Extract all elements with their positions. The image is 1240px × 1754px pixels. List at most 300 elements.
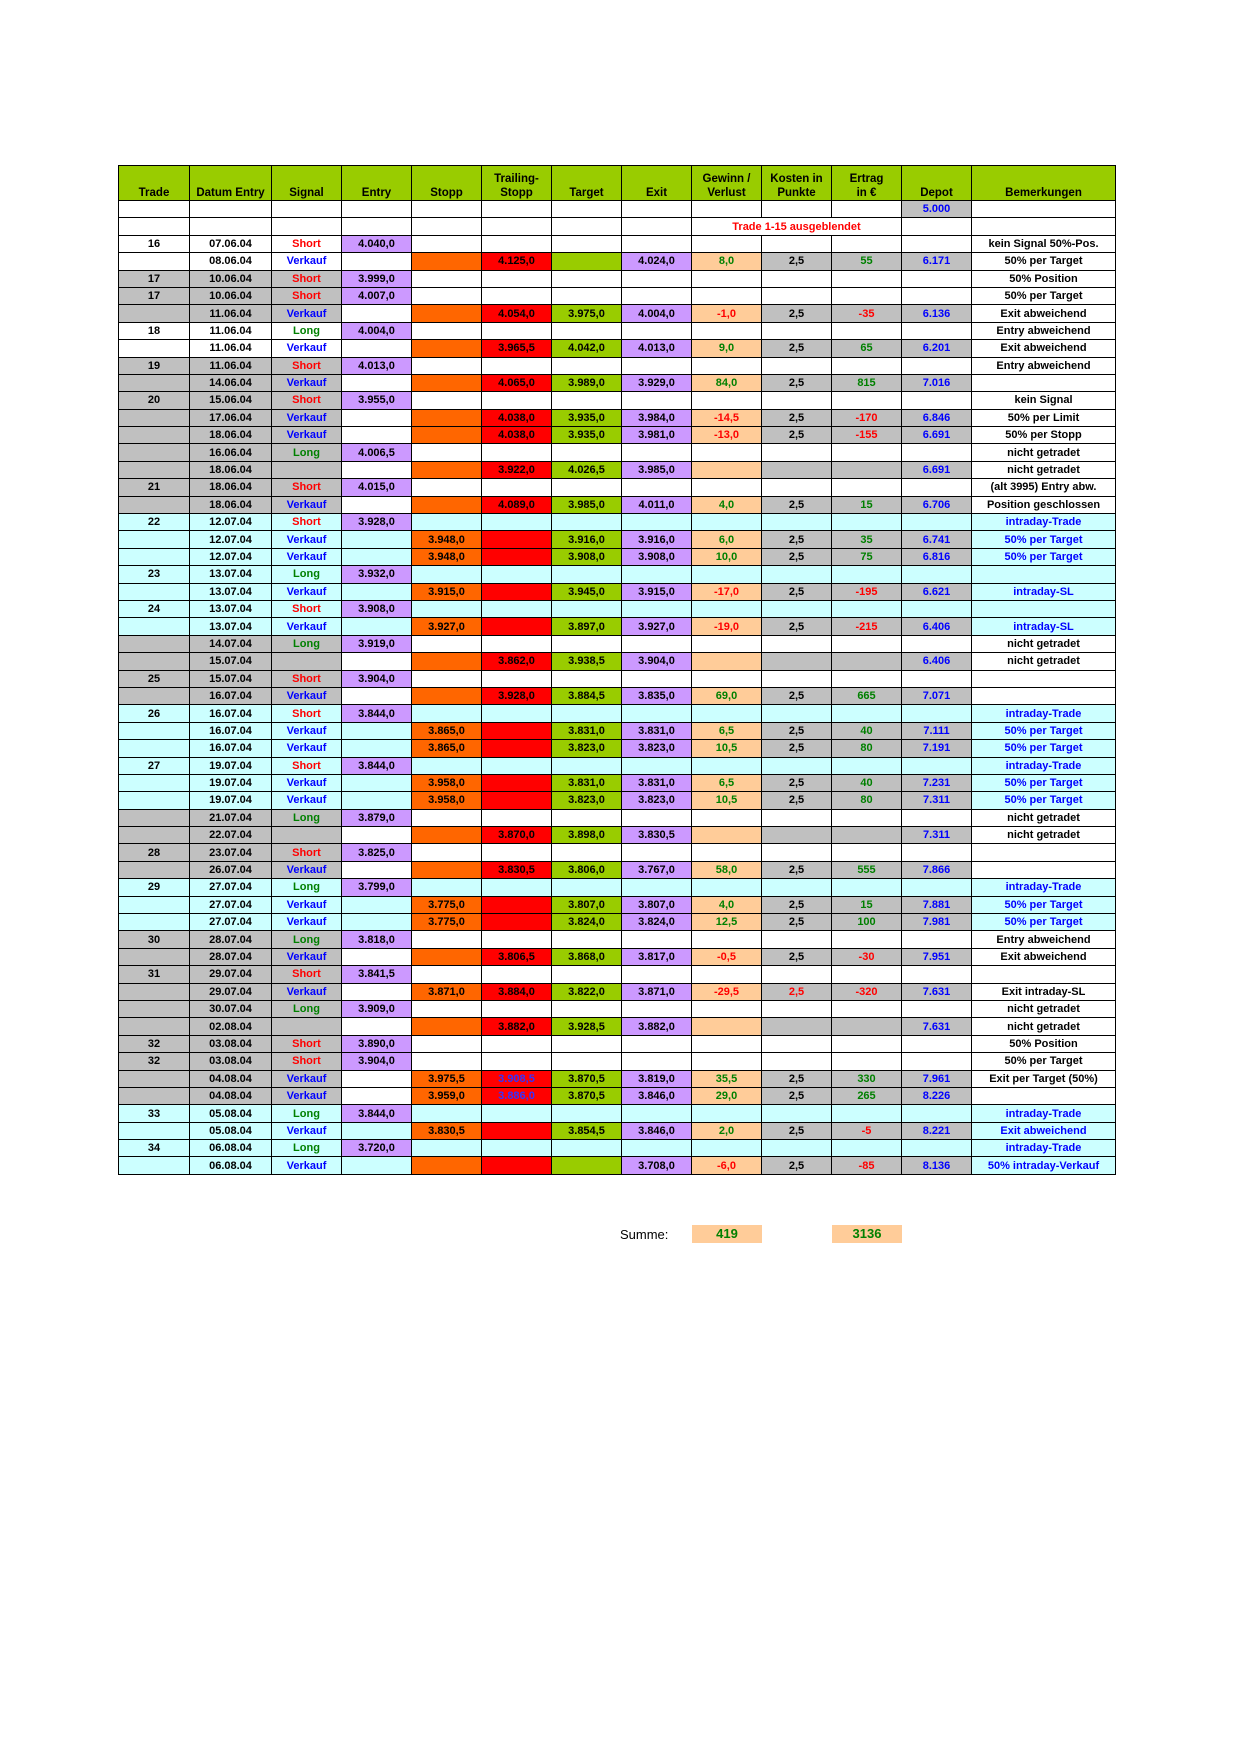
cell-entry — [342, 618, 412, 635]
cell-bem: 50% per Target — [972, 253, 1116, 270]
cell-trade — [119, 201, 190, 218]
cell-depot: 6.691 — [902, 461, 972, 478]
cell-trade — [119, 305, 190, 322]
cell-bem: 50% per Target — [972, 1053, 1116, 1070]
cell-depot: 8.221 — [902, 1122, 972, 1139]
cell-kosten: 2,5 — [762, 409, 832, 426]
cell-exit — [622, 757, 692, 774]
cell-kosten: 2,5 — [762, 496, 832, 513]
cell-trail — [482, 600, 552, 617]
cell-bem: 50% per Target — [972, 548, 1116, 565]
cell-trail — [482, 1000, 552, 1017]
cell-bem: Exit intraday-SL — [972, 983, 1116, 1000]
cell-target — [552, 705, 622, 722]
cell-exit — [622, 201, 692, 218]
table-row — [119, 322, 1116, 339]
cell-exit — [622, 287, 692, 304]
cell-bem: Exit per Target (50%) — [972, 1070, 1116, 1087]
cell-depot: 7.016 — [902, 374, 972, 391]
cell-exit: 3.981,0 — [622, 427, 692, 444]
cell-depot — [902, 357, 972, 374]
cell-depot: 7.631 — [902, 983, 972, 1000]
cell-ertrag: 665 — [832, 687, 902, 704]
cell-signal: Verkauf — [272, 896, 342, 913]
cell-bem: 50% per Target — [972, 722, 1116, 739]
cell-trade: 24 — [119, 600, 190, 617]
cell-bem — [972, 687, 1116, 704]
cell-signal: Verkauf — [272, 1122, 342, 1139]
cell-kosten — [762, 322, 832, 339]
table-row — [119, 1053, 1116, 1070]
cell-bem: (alt 3995) Entry abw. — [972, 479, 1116, 496]
table-row — [119, 253, 1116, 270]
cell-exit: 3.767,0 — [622, 861, 692, 878]
cell-stopp — [412, 514, 482, 531]
cell-trade — [119, 253, 190, 270]
cell-stopp — [412, 444, 482, 461]
cell-stopp: 3.915,0 — [412, 583, 482, 600]
cell-stopp — [412, 566, 482, 583]
cell-trail — [482, 444, 552, 461]
cell-trade — [119, 461, 190, 478]
cell-datum: 27.07.04 — [190, 914, 272, 931]
cell-bem: intraday-SL — [972, 618, 1116, 635]
cell-signal: Verkauf — [272, 531, 342, 548]
cell-trade — [119, 583, 190, 600]
cell-datum: 10.06.04 — [190, 287, 272, 304]
cell-datum: 17.06.04 — [190, 409, 272, 426]
cell-datum: 08.06.04 — [190, 253, 272, 270]
cell-trail: 3.882,0 — [482, 1018, 552, 1035]
cell-datum: 15.06.04 — [190, 392, 272, 409]
cell-signal — [272, 653, 342, 670]
cell-trade — [119, 1087, 190, 1104]
cell-trail — [482, 809, 552, 826]
table-row — [119, 931, 1116, 948]
cell-ertrag: 40 — [832, 774, 902, 791]
cell-datum: 15.07.04 — [190, 670, 272, 687]
cell-signal: Verkauf — [272, 914, 342, 931]
table-row — [119, 340, 1116, 357]
cell-datum: 13.07.04 — [190, 618, 272, 635]
cell-ertrag — [832, 670, 902, 687]
cell-datum: 12.07.04 — [190, 548, 272, 565]
cell-ertrag — [832, 270, 902, 287]
cell-exit: 3.908,0 — [622, 548, 692, 565]
cell-gv — [692, 270, 762, 287]
cell-datum: 12.07.04 — [190, 531, 272, 548]
cell-stopp — [412, 757, 482, 774]
cell-bem: nicht getradet — [972, 809, 1116, 826]
cell-bem: Entry abweichend — [972, 357, 1116, 374]
cell-stopp — [412, 409, 482, 426]
cell-depot: 6.136 — [902, 305, 972, 322]
cell-signal: Verkauf — [272, 722, 342, 739]
cell-trade — [119, 740, 190, 757]
cell-signal: Short — [272, 1053, 342, 1070]
cell-ertrag — [832, 966, 902, 983]
cell-trail — [482, 583, 552, 600]
cell-ertrag — [832, 287, 902, 304]
cell-stopp: 3.948,0 — [412, 531, 482, 548]
cell-signal: Verkauf — [272, 948, 342, 965]
cell-entry: 3.955,0 — [342, 392, 412, 409]
cell-kosten: 2,5 — [762, 618, 832, 635]
cell-trade: 28 — [119, 844, 190, 861]
cell-kosten — [762, 566, 832, 583]
cell-ertrag: 265 — [832, 1087, 902, 1104]
cell-entry — [342, 496, 412, 513]
cell-target — [552, 479, 622, 496]
cell-datum — [190, 201, 272, 218]
cell-stopp — [412, 322, 482, 339]
cell-ertrag: 65 — [832, 340, 902, 357]
cell-target — [552, 966, 622, 983]
cell-trade — [119, 827, 190, 844]
cell-signal: Verkauf — [272, 687, 342, 704]
cell-trade — [119, 635, 190, 652]
cell-exit — [622, 514, 692, 531]
cell-signal: Short — [272, 357, 342, 374]
cell-depot: 6.691 — [902, 427, 972, 444]
cell-gv — [692, 322, 762, 339]
cell-trail — [482, 914, 552, 931]
cell-target — [552, 1053, 622, 1070]
cell-datum: 07.06.04 — [190, 235, 272, 252]
cell-kosten: 2,5 — [762, 1070, 832, 1087]
cell-target — [552, 931, 622, 948]
cell-exit — [622, 670, 692, 687]
cell-entry — [342, 1018, 412, 1035]
cell-ertrag: -85 — [832, 1157, 902, 1174]
cell-target: 3.935,0 — [552, 409, 622, 426]
cell-kosten: 2,5 — [762, 687, 832, 704]
cell-signal: Verkauf — [272, 374, 342, 391]
cell-kosten — [762, 635, 832, 652]
cell-depot: 6.621 — [902, 583, 972, 600]
cell-depot: 7.866 — [902, 861, 972, 878]
cell-exit: 4.013,0 — [622, 340, 692, 357]
cell-kosten: 2,5 — [762, 861, 832, 878]
cell-trail — [482, 531, 552, 548]
cell-kosten — [762, 270, 832, 287]
cell-signal: Verkauf — [272, 861, 342, 878]
cell-signal: Short — [272, 670, 342, 687]
cell-trade — [119, 531, 190, 548]
cell-depot — [902, 1140, 972, 1157]
cell-bem: nicht getradet — [972, 461, 1116, 478]
cell-bem: intraday-Trade — [972, 705, 1116, 722]
cell-datum: 26.07.04 — [190, 861, 272, 878]
cell-signal: Verkauf — [272, 548, 342, 565]
cell-trail: 3.870,0 — [482, 827, 552, 844]
cell-exit: 3.830,5 — [622, 827, 692, 844]
cell-exit — [622, 600, 692, 617]
cell-signal: Verkauf — [272, 409, 342, 426]
cell-datum: 22.07.04 — [190, 827, 272, 844]
cell-target — [552, 1035, 622, 1052]
cell-target — [552, 600, 622, 617]
table-row — [119, 218, 1116, 235]
cell-stopp — [412, 270, 482, 287]
cell-kosten: 2,5 — [762, 531, 832, 548]
cell-exit — [622, 322, 692, 339]
cell-kosten — [762, 287, 832, 304]
cell-trail: 4.054,0 — [482, 305, 552, 322]
cell-entry — [342, 914, 412, 931]
cell-entry: 4.006,5 — [342, 444, 412, 461]
cell-gv: 6,0 — [692, 531, 762, 548]
cell-trade: 26 — [119, 705, 190, 722]
cell-signal: Long — [272, 1105, 342, 1122]
cell-kosten — [762, 670, 832, 687]
cell-depot — [902, 1035, 972, 1052]
cell-trade — [119, 496, 190, 513]
cell-stopp — [412, 479, 482, 496]
cell-kosten — [762, 461, 832, 478]
cell-trail — [482, 879, 552, 896]
table-row — [119, 444, 1116, 461]
cell-bem: 50% per Target — [972, 531, 1116, 548]
cell-target: 3.916,0 — [552, 531, 622, 548]
cell-signal: Short — [272, 479, 342, 496]
cell-kosten: 2,5 — [762, 548, 832, 565]
cell-bem — [972, 600, 1116, 617]
cell-trade — [119, 548, 190, 565]
cell-kosten — [762, 1105, 832, 1122]
cell-exit: 3.823,0 — [622, 792, 692, 809]
cell-target: 3.854,5 — [552, 1122, 622, 1139]
cell-entry — [342, 687, 412, 704]
cell-stopp — [412, 305, 482, 322]
cell-bem: intraday-Trade — [972, 514, 1116, 531]
cell-kosten: 2,5 — [762, 983, 832, 1000]
cell-ertrag: 80 — [832, 792, 902, 809]
cell-exit: 3.824,0 — [622, 914, 692, 931]
cell-ertrag — [832, 479, 902, 496]
cell-gv: 4,0 — [692, 496, 762, 513]
cell-bem: Entry abweichend — [972, 322, 1116, 339]
cell-gv — [692, 235, 762, 252]
cell-trail: 3.908,5 — [482, 1070, 552, 1087]
cell-stopp: 3.927,0 — [412, 618, 482, 635]
cell-target: 3.823,0 — [552, 792, 622, 809]
cell-ertrag — [832, 931, 902, 948]
cell-depot: 7.881 — [902, 896, 972, 913]
cell-target — [552, 809, 622, 826]
cell-ertrag — [832, 1105, 902, 1122]
column-header-exit: Exit — [622, 166, 692, 201]
cell-entry — [342, 983, 412, 1000]
cell-stopp — [412, 827, 482, 844]
cell-stopp — [412, 809, 482, 826]
cell-datum: 13.07.04 — [190, 583, 272, 600]
cell-depot — [902, 1000, 972, 1017]
cell-entry: 4.004,0 — [342, 322, 412, 339]
cell-bem — [972, 201, 1116, 218]
table-cell — [972, 218, 1116, 235]
cell-trade: 21 — [119, 479, 190, 496]
cell-exit: 3.882,0 — [622, 1018, 692, 1035]
cell-ertrag: 75 — [832, 548, 902, 565]
cell-bem: nicht getradet — [972, 444, 1116, 461]
cell-datum: 18.06.04 — [190, 496, 272, 513]
cell-entry: 3.879,0 — [342, 809, 412, 826]
table-row — [119, 357, 1116, 374]
cell-trade — [119, 722, 190, 739]
cell-ertrag: -30 — [832, 948, 902, 965]
table-row — [119, 409, 1116, 426]
cell-entry: 3.799,0 — [342, 879, 412, 896]
table-row — [119, 1035, 1116, 1052]
table-row — [119, 531, 1116, 548]
cell-trail: 3.922,0 — [482, 461, 552, 478]
table-cell — [119, 218, 190, 235]
cell-datum: 29.07.04 — [190, 983, 272, 1000]
table-row — [119, 235, 1116, 252]
cell-signal: Verkauf — [272, 983, 342, 1000]
cell-signal: Verkauf — [272, 792, 342, 809]
cell-target: 4.042,0 — [552, 340, 622, 357]
cell-gv — [692, 1018, 762, 1035]
cell-target — [552, 879, 622, 896]
cell-bem: nicht getradet — [972, 827, 1116, 844]
cell-exit — [622, 392, 692, 409]
cell-trail — [482, 287, 552, 304]
table-row — [119, 635, 1116, 652]
cell-ertrag — [832, 322, 902, 339]
cell-ertrag: 35 — [832, 531, 902, 548]
cell-entry — [342, 548, 412, 565]
cell-trade: 34 — [119, 1140, 190, 1157]
cell-ertrag: -35 — [832, 305, 902, 322]
cell-target — [552, 844, 622, 861]
cell-trail — [482, 670, 552, 687]
cell-gv: 84,0 — [692, 374, 762, 391]
cell-ertrag — [832, 514, 902, 531]
cell-trade — [119, 948, 190, 965]
cell-trail: 4.038,0 — [482, 409, 552, 426]
cell-trail — [482, 705, 552, 722]
cell-signal — [272, 201, 342, 218]
table-row — [119, 1122, 1116, 1139]
cell-trail — [482, 1053, 552, 1070]
cell-bem: 50% per Target — [972, 287, 1116, 304]
cell-gv: 29,0 — [692, 1087, 762, 1104]
cell-signal — [272, 827, 342, 844]
cell-exit — [622, 444, 692, 461]
cell-exit — [622, 566, 692, 583]
table-row — [119, 687, 1116, 704]
cell-ertrag: -170 — [832, 409, 902, 426]
cell-target — [552, 235, 622, 252]
cell-bem — [972, 1087, 1116, 1104]
cell-target — [552, 201, 622, 218]
column-header-ertrag: Ertrag in € — [832, 166, 902, 201]
cell-target: 3.908,0 — [552, 548, 622, 565]
cell-depot: 6.171 — [902, 253, 972, 270]
cell-depot: 6.706 — [902, 496, 972, 513]
cell-entry — [342, 1087, 412, 1104]
cell-entry — [342, 1157, 412, 1174]
cell-gv — [692, 844, 762, 861]
table-row — [119, 287, 1116, 304]
cell-depot: 6.201 — [902, 340, 972, 357]
table-row — [119, 548, 1116, 565]
table-row — [119, 514, 1116, 531]
cell-datum: 11.06.04 — [190, 322, 272, 339]
cell-bem: intraday-SL — [972, 583, 1116, 600]
cell-gv — [692, 705, 762, 722]
cell-target: 3.975,0 — [552, 305, 622, 322]
table-row — [119, 653, 1116, 670]
cell-entry — [342, 722, 412, 739]
cell-trade — [119, 444, 190, 461]
cell-exit: 3.831,0 — [622, 722, 692, 739]
cell-trail: 4.038,0 — [482, 427, 552, 444]
cell-stopp: 3.959,0 — [412, 1087, 482, 1104]
table-row — [119, 479, 1116, 496]
cell-kosten — [762, 479, 832, 496]
cell-ertrag: -320 — [832, 983, 902, 1000]
cell-gv: -29,5 — [692, 983, 762, 1000]
cell-datum: 19.07.04 — [190, 774, 272, 791]
cell-stopp: 3.775,0 — [412, 896, 482, 913]
cell-entry — [342, 827, 412, 844]
cell-trail — [482, 270, 552, 287]
cell-bem: intraday-Trade — [972, 1105, 1116, 1122]
cell-target — [552, 635, 622, 652]
cell-signal: Long — [272, 444, 342, 461]
cell-gv — [692, 566, 762, 583]
cell-kosten: 2,5 — [762, 914, 832, 931]
cell-stopp — [412, 253, 482, 270]
cell-datum: 05.08.04 — [190, 1105, 272, 1122]
table-cell — [272, 218, 342, 235]
cell-target: 3.945,0 — [552, 583, 622, 600]
cell-target: 3.824,0 — [552, 914, 622, 931]
cell-entry: 4.040,0 — [342, 235, 412, 252]
cell-datum: 11.06.04 — [190, 357, 272, 374]
cell-kosten: 2,5 — [762, 896, 832, 913]
cell-depot — [902, 931, 972, 948]
cell-trade — [119, 687, 190, 704]
cell-datum: 18.06.04 — [190, 427, 272, 444]
cell-ertrag: 815 — [832, 374, 902, 391]
cell-entry — [342, 409, 412, 426]
cell-exit: 3.927,0 — [622, 618, 692, 635]
cell-exit — [622, 931, 692, 948]
cell-trail: 4.065,0 — [482, 374, 552, 391]
cell-signal: Short — [272, 844, 342, 861]
table-row — [119, 201, 1116, 218]
cell-trade: 25 — [119, 670, 190, 687]
cell-datum: 27.07.04 — [190, 879, 272, 896]
cell-entry: 4.007,0 — [342, 287, 412, 304]
cell-trail: 3.928,0 — [482, 687, 552, 704]
cell-target: 3.897,0 — [552, 618, 622, 635]
cell-signal — [272, 461, 342, 478]
cell-gv — [692, 1140, 762, 1157]
cell-datum: 04.08.04 — [190, 1087, 272, 1104]
cell-bem: nicht getradet — [972, 653, 1116, 670]
cell-kosten — [762, 1000, 832, 1017]
cell-kosten: 2,5 — [762, 1122, 832, 1139]
cell-exit — [622, 635, 692, 652]
cell-depot: 7.071 — [902, 687, 972, 704]
cell-bem: kein Signal — [972, 392, 1116, 409]
cell-depot: 6.846 — [902, 409, 972, 426]
